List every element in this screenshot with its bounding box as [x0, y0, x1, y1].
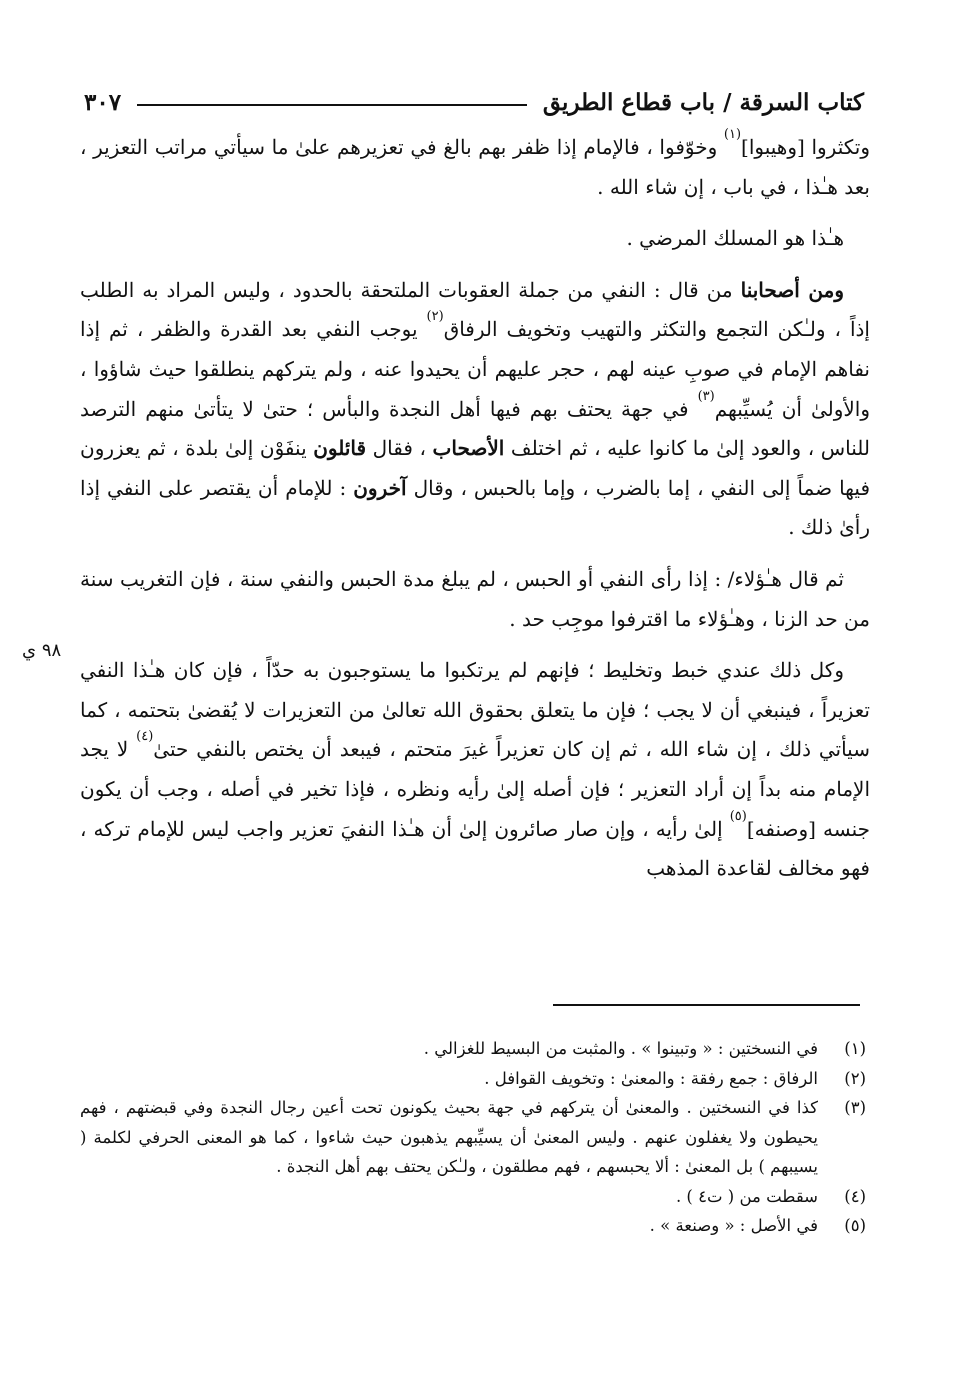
footnote-text: في النسختين : « وتبينوا » . والمثبت من البسيط للغزالي . [423, 1039, 818, 1058]
footnote-text: الرفاق : جمع رفقة : والمعنىٰ : وتخويف القوافل . [484, 1068, 818, 1088]
footnote-number: (٥) [844, 1216, 866, 1235]
footnote-number: (٣) [844, 1098, 866, 1117]
text-run: من قال : النفي من جملة العقوبات الملتحقة بالحدود ، وليس المراد به الطلب إذاً ، ولـٰكن التجمع والتكثر والتهيب وتخويف الرفاق [80, 277, 870, 342]
bold-term: ومن أصحابنا [740, 277, 845, 302]
paragraph-2: هـٰذا هو المسلك المرضي . [626, 226, 844, 251]
paragraph-3 [80, 271, 870, 548]
footnote-ref-2[interactable]: (٢) [426, 309, 444, 325]
text-run: ينفَوْن إلىٰ بلدة ، ثم يعزرون فيها ضماً إلى النفي ، إما بالضرب ، وإما بالحبس ، وقال [80, 436, 870, 500]
page-number: ٣٠٧ [84, 88, 122, 116]
paragraph-1 [80, 128, 870, 207]
text-run: في جهة يحتف بهم فيها أهل النجدة والبأس ؛ حتىٰ لا يتأتىٰ منهم الترصد للناس ، والعود إلىٰ ما كانوا عليه ، ثم اختلف [80, 396, 870, 461]
text-run: لا يجد الإمام منه بداً إن أراد التعزير ؛ فإن أصله إلىٰ رأيه ونظره ، فإذا تخير في أصله ، وجب أن يكون جنسه [وصنفه] [80, 737, 870, 841]
footnote-ref-3[interactable]: (٣) [697, 388, 715, 404]
manuscript-folio-marker: ٩٨ ي [22, 640, 62, 661]
chapter-title: كتاب السرقة / باب قطاع الطريق [542, 88, 864, 116]
text-run: وكل ذلك عندي خبط وتخليط ؛ فإنهم لم يرتكبوا ما يستوجبون به حدّاً ، فإن كان هـٰذا النفي تعزيراً ، فينبغي أن لا يجب ؛ فإن ما يتعلق بحقوق الله تعالىٰ من التعزيرات لا يُقضىٰ بتحتمه ، كما سيأتي ذلك ، إن شاء الله ، ثم إن كان تعزيراً غيرَ متحتم ، فيبعد أن يختص بالنفي حتىٰ [80, 658, 870, 762]
footnote-item [80, 1211, 866, 1241]
footnote-item [80, 1182, 866, 1212]
text-run: ، فقال [366, 436, 433, 461]
header-rule [137, 104, 527, 106]
footnote-number: (٤) [844, 1186, 866, 1206]
footnote-ref-4[interactable]: (٤) [136, 729, 154, 745]
footnote-item [80, 1034, 866, 1064]
bold-term: قائلون [313, 436, 367, 461]
footnote-text: في الأصل : « وصنعة » . [649, 1216, 818, 1235]
footnote-separator [553, 1004, 860, 1006]
text-run: : للإمام أن يقتصر على النفي إذا رأىٰ ذلك . [80, 475, 870, 540]
text-run: يوجب النفي بعد القدرة والظفر ، ثم إذا نفاهم الإمام في صوبِ عينه لهم ، حجر عليهم أن يحيدوا عنه ، ولم يتركهم ينطلقوا حيث شاؤوا ، والأولىٰ أن يُسيِّبهم [80, 317, 870, 421]
footnote-text: سقطت من ( ت٤ ) . [675, 1186, 818, 1206]
footnotes [80, 1034, 866, 1241]
footnote-ref-1[interactable]: (١) [723, 127, 742, 142]
bold-term: آخرون [353, 475, 407, 500]
footnote-ref-5[interactable]: (٥) [729, 808, 747, 824]
footnote-number: (١) [844, 1039, 866, 1058]
main-text [80, 128, 870, 901]
footnote-number: (٢) [844, 1068, 866, 1088]
text-run: وخوّفوا ، فالإمام إذا ظفر بهم بالغ في تعزيرهم علىٰ ما سيأتي مراتب التعزير ، بعد هـٰذا ، في باب ، إن شاء الله . [80, 135, 870, 199]
text-run: وتكثروا [وهيبوا] [741, 135, 871, 159]
footnote-text: كذا في النسختين . والمعنىٰ أن يتركهم في جهة بحيث يكونون تحت أعين رجال النجدة وفي قبضتهم ، فهم يحيطون ولا يغفلون عنهم . وليس المعنىٰ أن يسيِّبهم يذهبون حيث شاءوا ، كما هو المعنى الحرفي لكلمة ( يسيبهم ) بل المعنىٰ : ألا يحبسهم ، فهم مطلقون ، ولـٰكن يحتف بهم أهل النجدة . [80, 1098, 818, 1176]
footnote-item [80, 1064, 866, 1094]
paragraph-4: ثم قال هـٰؤلاء/ : إذا رأى النفي أو الحبس ، لم يبلغ مدة الحبس والنفي سنة ، فإن التغريب سنة من حد الزنا ، وهـٰؤلاء ما اقترفوا موجِب حد . [80, 566, 870, 631]
text-run: إلىٰ رأيه ، وإن صار صائرون إلىٰ أن هـٰذا النفيَ تعزير واجب ليس للإمام تركه ، فهو مخالف لقاعدة المذهب [80, 816, 870, 881]
bold-term: الأصحاب [432, 436, 505, 461]
paragraph-5 [80, 651, 870, 889]
footnote-item [80, 1093, 866, 1182]
running-header [84, 82, 864, 122]
